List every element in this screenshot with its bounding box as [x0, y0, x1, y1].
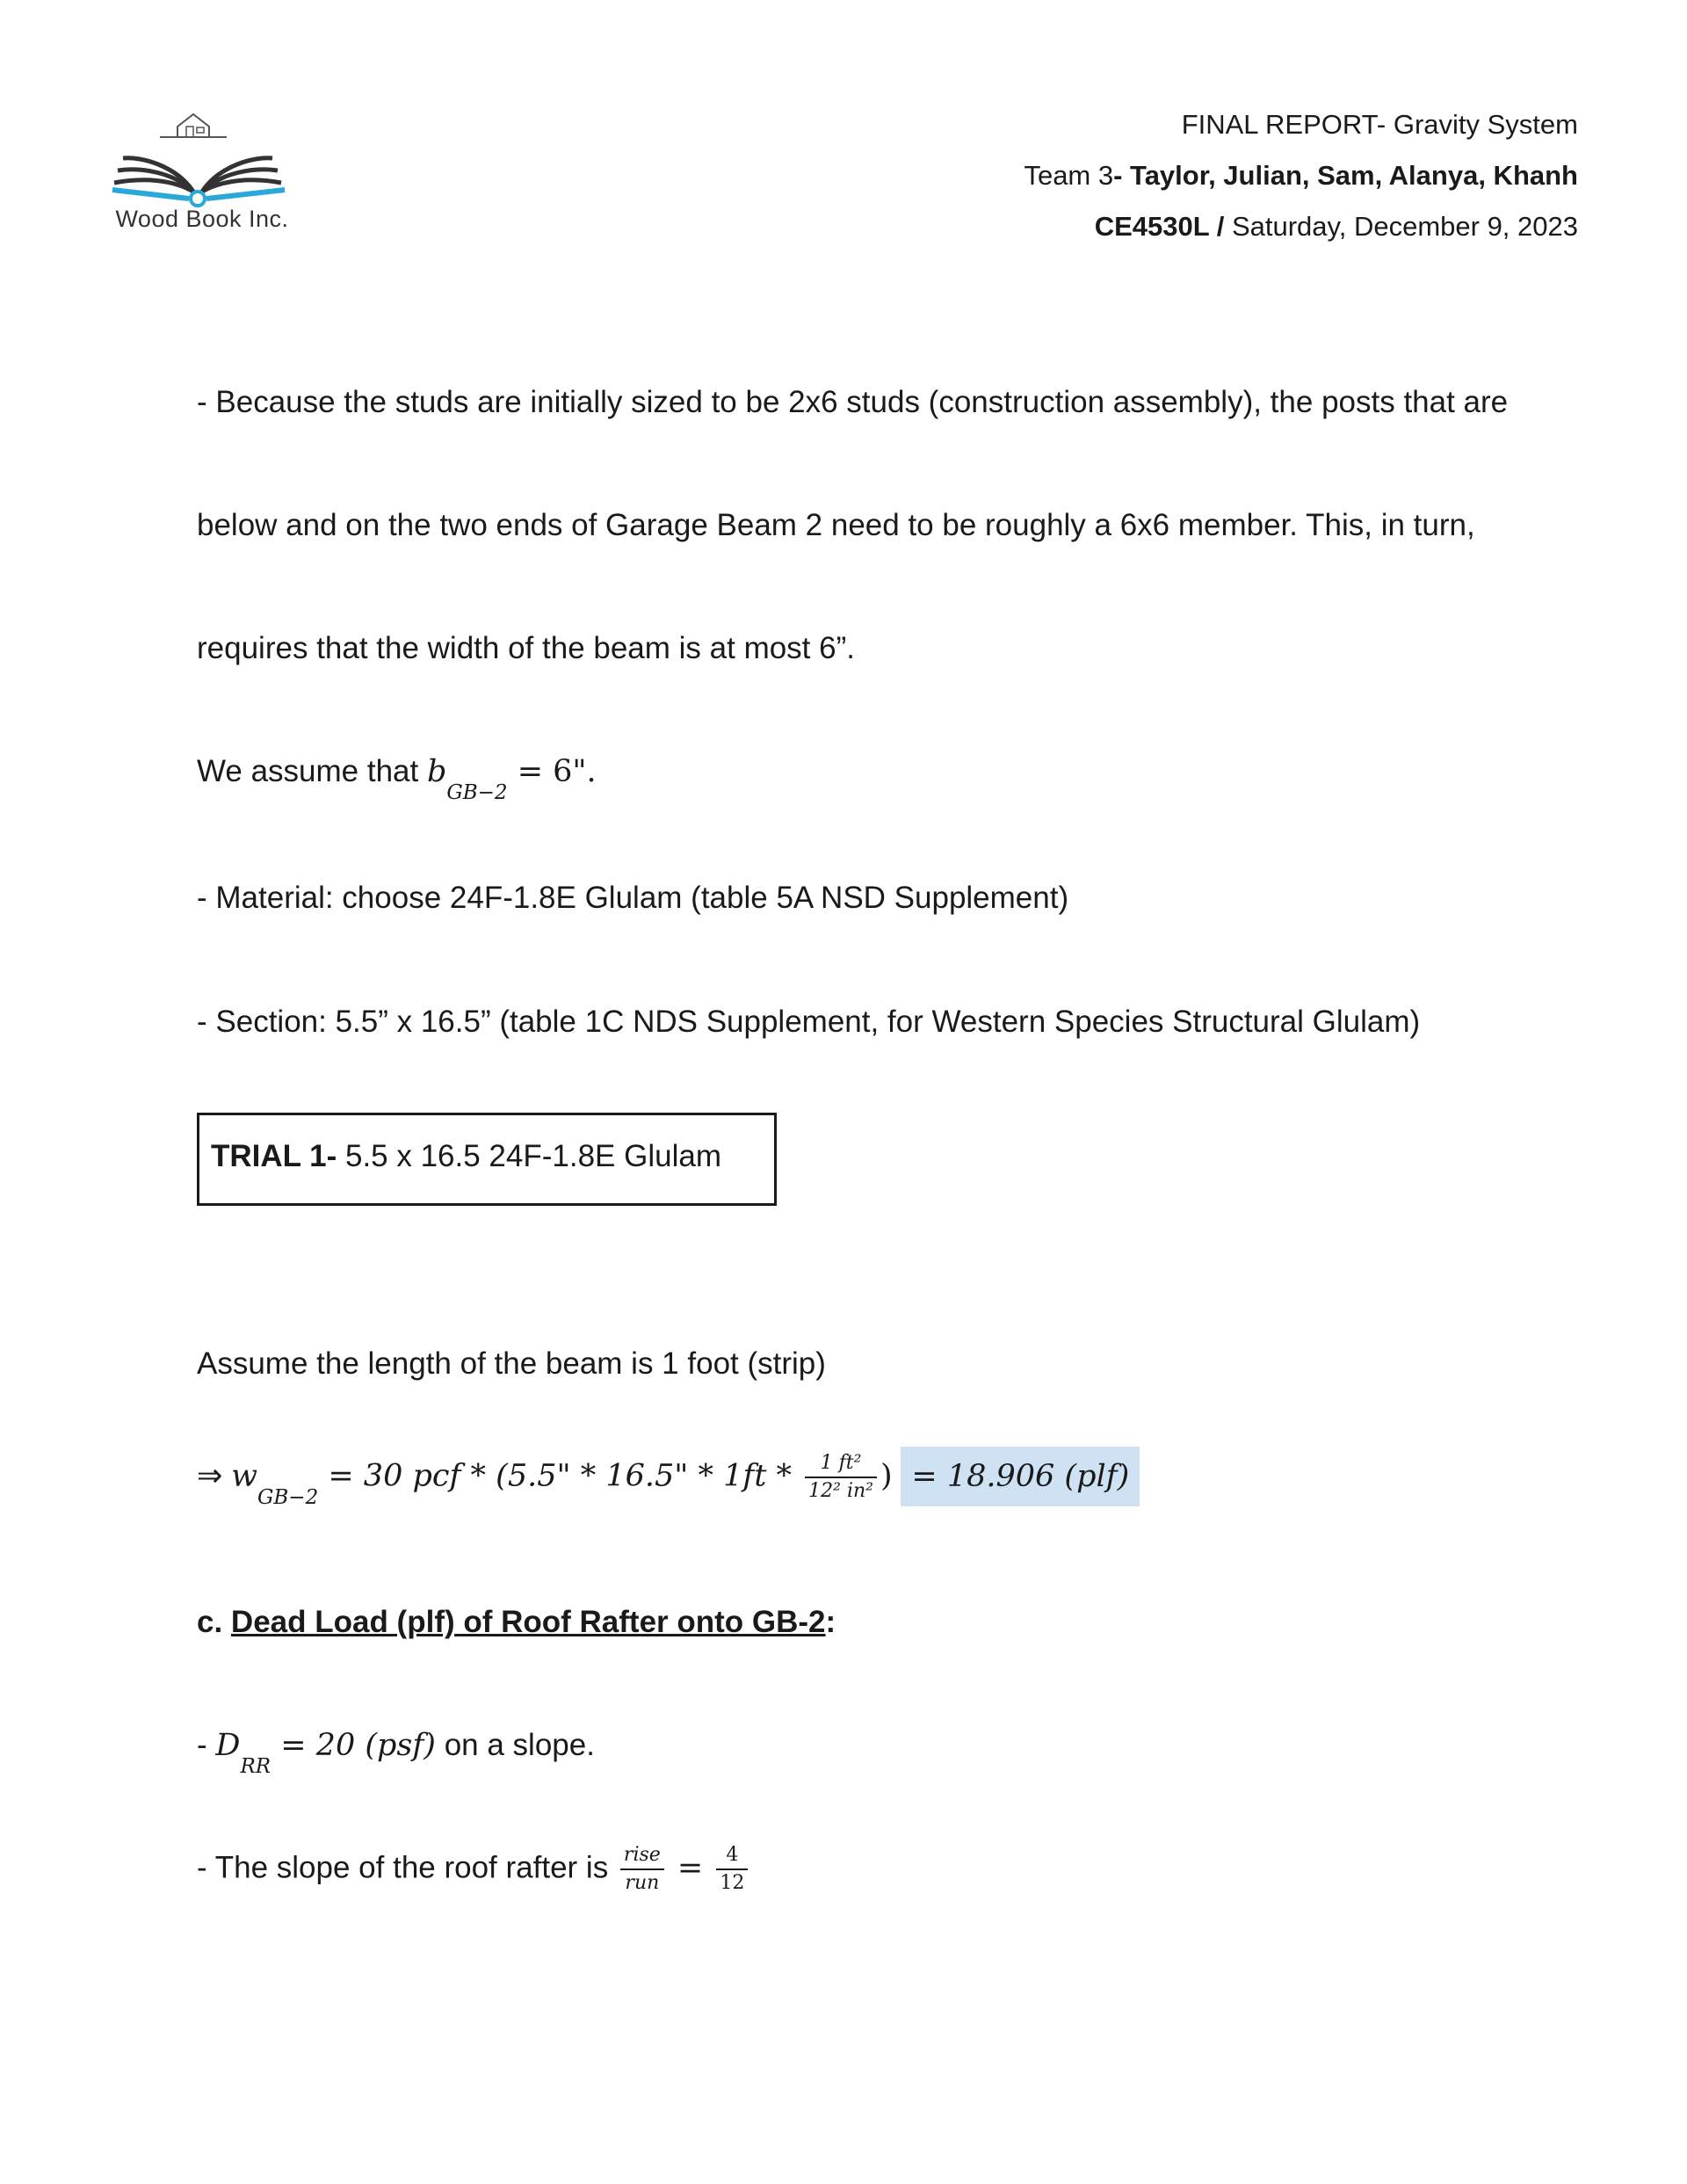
slope-rise-value: 4 — [716, 1844, 748, 1870]
paragraph-line-3: requires that the width of the beam is at most 6”. — [197, 631, 855, 665]
slope-prefix: - The slope of the roof rafter is — [197, 1850, 617, 1885]
drr-variable: D — [215, 1728, 241, 1763]
section-c-label: c. — [197, 1605, 231, 1639]
section-c-title: Dead Load (plf) of Roof Rafter onto GB-2 — [230, 1605, 826, 1639]
drr-subscript: RR — [240, 1755, 272, 1778]
eq-result-highlight: = 18.906 (plf) — [901, 1447, 1140, 1506]
section-c-heading — [197, 1605, 836, 1640]
drr-value: = 20 (psf) — [271, 1728, 436, 1763]
team-label: Team 3 — [1024, 160, 1114, 191]
trial-description: 5.5 x 16.5 24F-1.8E Glulam — [337, 1139, 721, 1173]
section-c-colon: : — [825, 1605, 836, 1639]
width-value: = 6". — [507, 754, 597, 789]
logo-text: Wood Book Inc. — [115, 206, 289, 232]
rise-label: rise — [620, 1844, 664, 1870]
slope-equals: = — [667, 1850, 713, 1886]
roof-rafter-dead-load — [197, 1728, 595, 1778]
report-title: FINAL REPORT- Gravity System — [1181, 109, 1578, 140]
course-code: CE4530L / — [1094, 211, 1225, 242]
trial-label — [211, 1139, 721, 1174]
section-line: - Section: 5.5” x 16.5” (table 1C NDS Supplement, for Western Species Structural Glulam) — [197, 1005, 1421, 1039]
team-line — [1024, 160, 1578, 192]
length-assumption: Assume the length of the beam is 1 foot (strip) — [197, 1346, 826, 1381]
slope-value-fraction — [716, 1844, 748, 1896]
run-label: run — [625, 1872, 660, 1895]
material-line: - Material: choose 24F-1.8E Glulam (table 5A NSD Supplement) — [197, 881, 1069, 915]
report-date: Saturday, December 9, 2023 — [1224, 211, 1578, 242]
self-weight-equation — [197, 1452, 1140, 1509]
width-assumption — [197, 754, 597, 804]
team-members: - Taylor, Julian, Sam, Alanya, Khanh — [1113, 160, 1578, 191]
drr-prefix: - — [197, 1728, 216, 1762]
paragraph-line-1: - Because the studs are initially sized to be 2x6 studs (construction assembly), the posts that are — [197, 385, 1509, 419]
slope-run-value: 12 — [720, 1872, 745, 1895]
paragraph-line-2: below and on the two ends of Garage Beam 2 need to be roughly a 6x6 member. This, in turn, — [197, 508, 1475, 542]
eq-subscript: GB−2 — [257, 1485, 319, 1509]
eq-close: ) — [880, 1458, 893, 1494]
width-variable: b — [426, 754, 447, 789]
assumption-text: We assume that — [197, 754, 427, 788]
unit-conversion-fraction — [805, 1452, 877, 1504]
course-date-line — [1095, 211, 1578, 243]
fraction-denominator: 12² in² — [808, 1480, 873, 1503]
eq-variable: w — [231, 1458, 258, 1494]
drr-rest: on a slope. — [435, 1728, 595, 1762]
eq-body: = 30 pcf * (5.5" * 16.5" * 1ft * — [318, 1458, 802, 1494]
fraction-numerator: 1 ft² — [805, 1452, 877, 1478]
implies-arrow: ⇒ — [197, 1458, 232, 1493]
roof-slope-line — [197, 1844, 751, 1896]
trial-number: TRIAL 1- — [211, 1139, 337, 1173]
width-subscript: GB−2 — [446, 781, 508, 804]
rise-run-fraction — [620, 1844, 664, 1896]
